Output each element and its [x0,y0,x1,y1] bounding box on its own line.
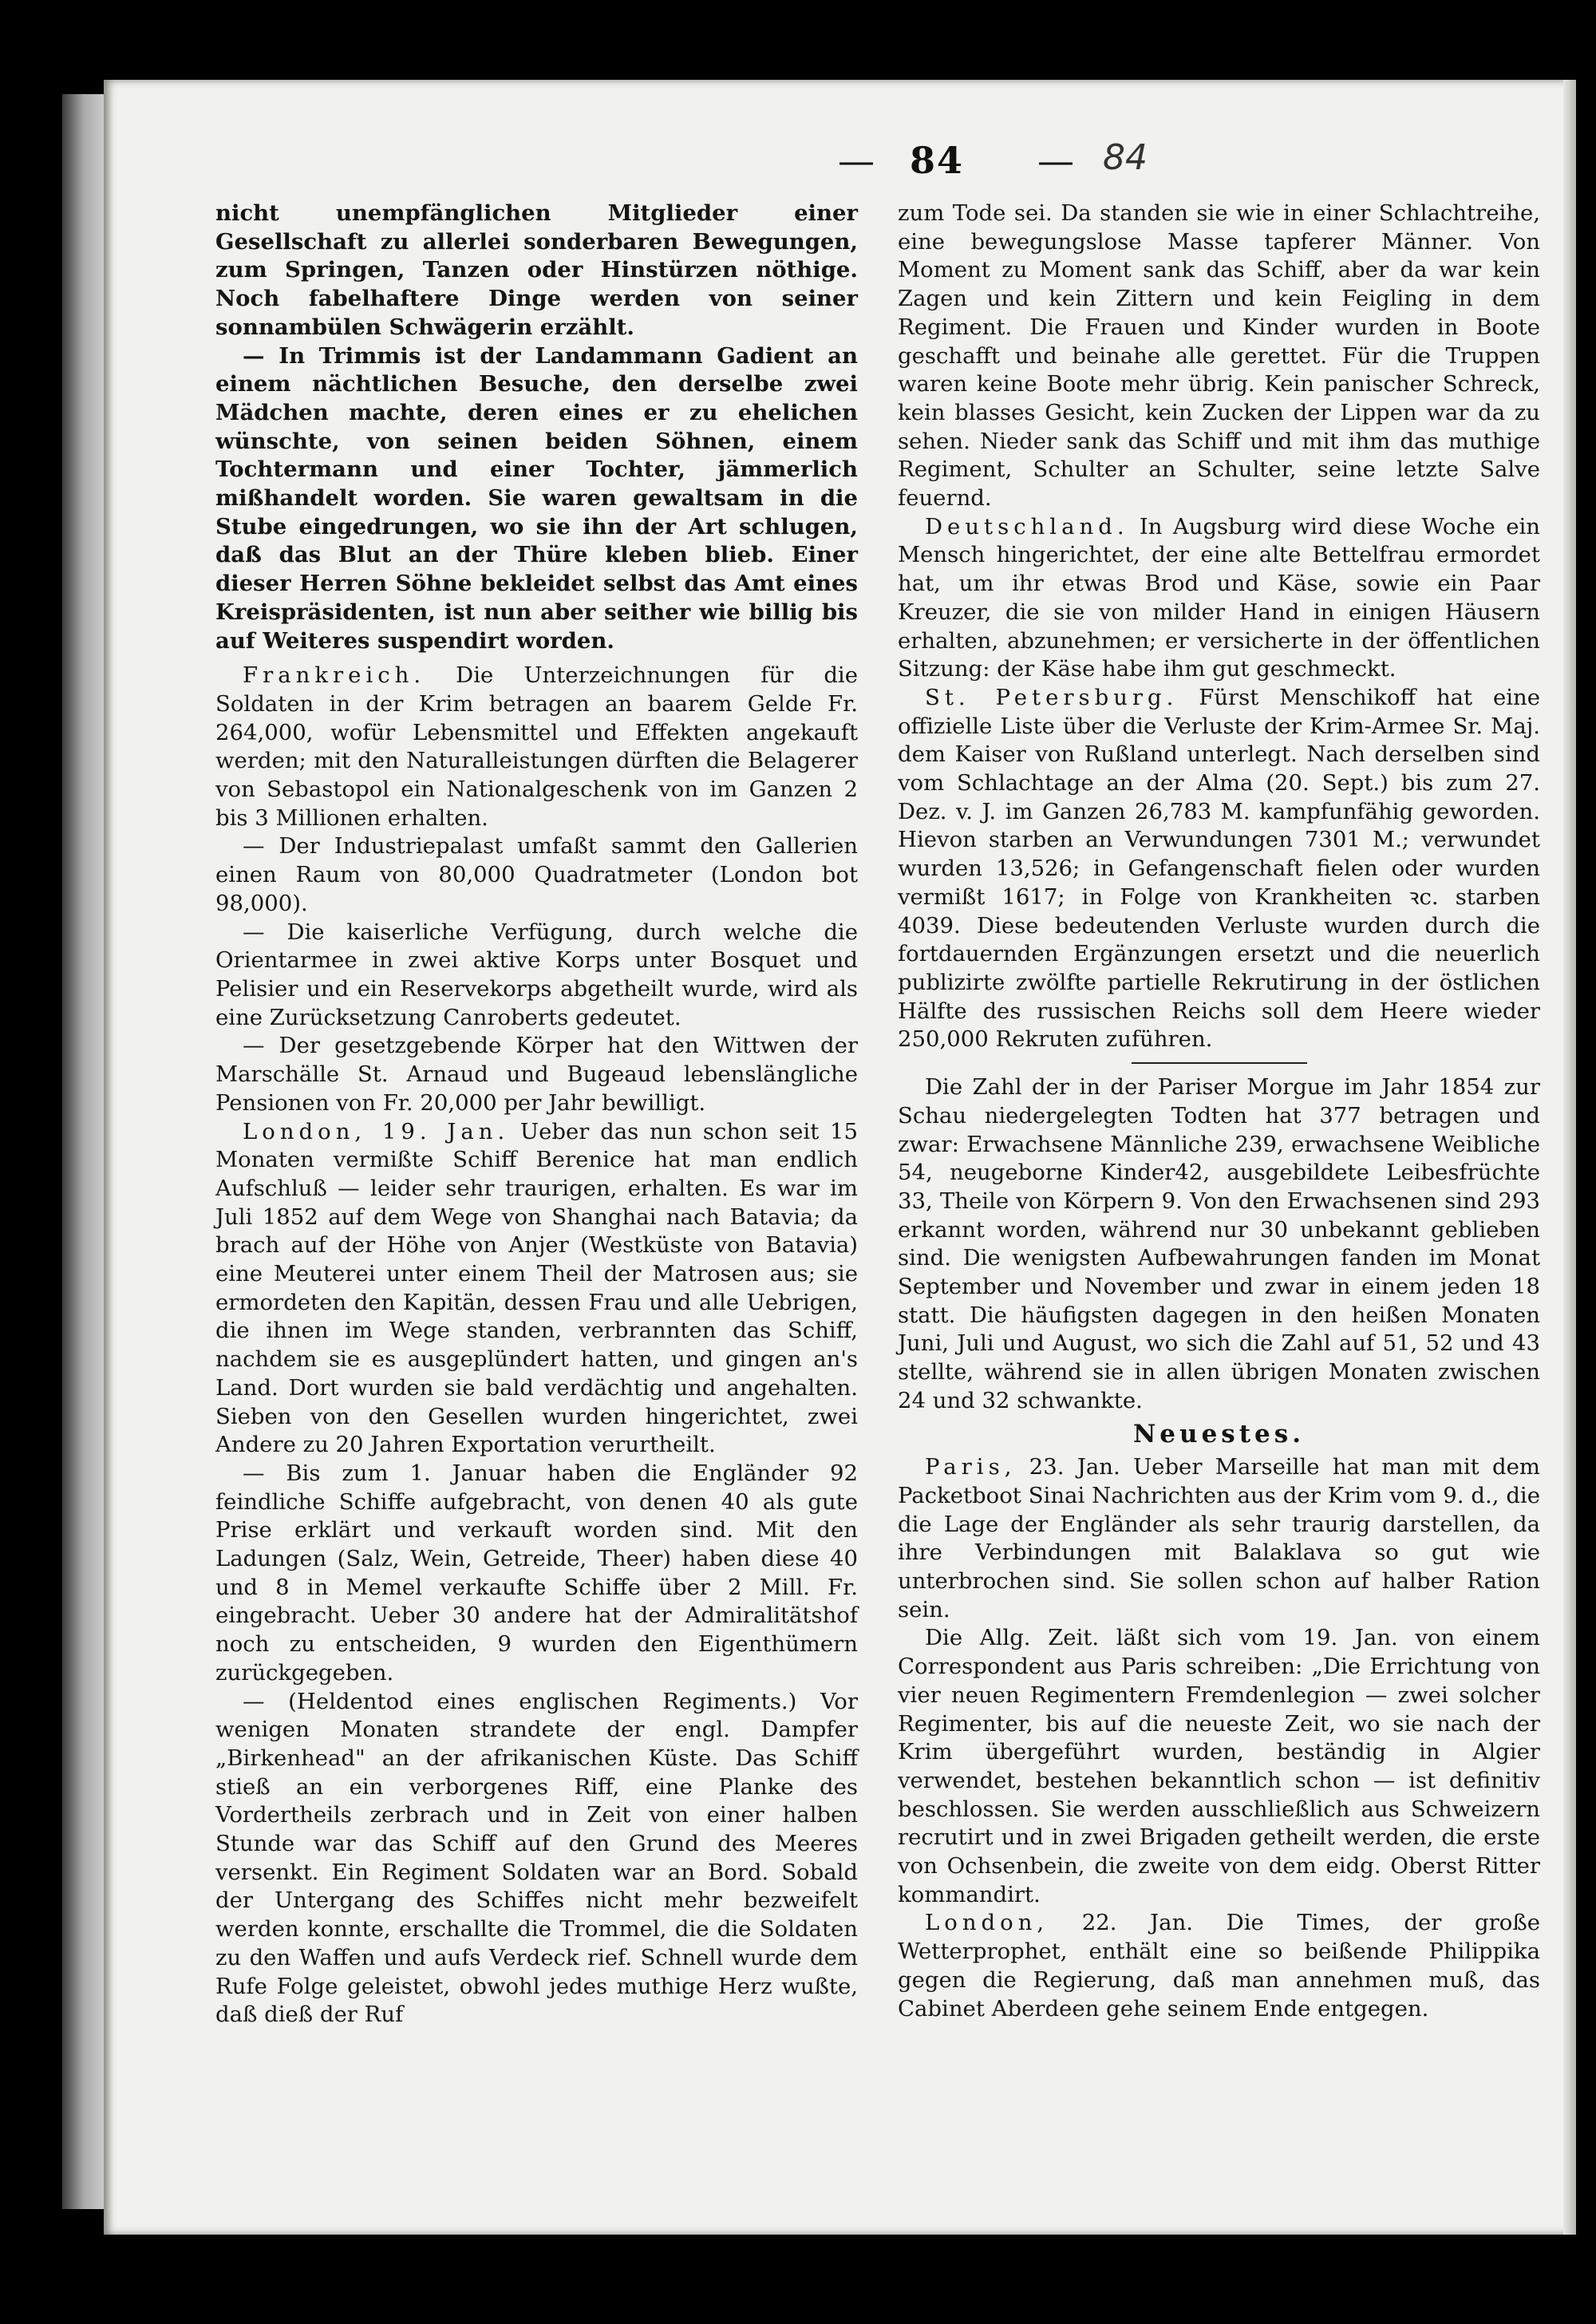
place-heading: Deutschland. [925,513,1129,540]
paragraph: — Die kaiserliche Verfügung, durch welche die Orientarmee in zwei aktive Korps unter Bosquet und Pelisier und ein Reservekorps abgetheilt wurde, wird als eine Zurücksetzung Canroberts gedeutet. [215,919,858,1030]
paragraph: Die Zahl der in der Pariser Morgue im Jahr 1854 zur Schau niedergelegten Todten hat 377 betragen und zwar: Erwachsene Männliche 239, erwachsene Weibliche 54, neugeborne Kinder42, ausgebildete Leibesfrüchte 33, Theile von Körpern 9. Von den Erwachsenen sind 293 erkannt worden, während nur 30 unbekannt geblieben sind. Die wenigsten Aufbewahrungen fanden im Monat September und November und zwar in einem jeden 18 statt. Die häufigsten dagegen in den heißen Monaten Juni, Juli und August, wo sich die Zahl auf 51, 52 und 43 stellte, während sie in allen übrigen Monaten zwischen 24 und 32 schwankte. [898,1074,1540,1413]
newspaper-page [104,80,1576,2235]
paragraph: — Der gesetzgebende Körper hat den Wittwen der Marschälle St. Arnaud und Bugeaud lebenslängliche Pensionen von Fr. 20,000 per Jahr bewilligt. [215,1033,858,1116]
left-column [215,200,858,2030]
paragraph-text: In Augsburg wird diese Woche ein Mensch hingerichtet, der eine alte Bettelfrau ermordet hat, um ihr etwas Brod und Käse, sowie ein Paar Kreuzer, die sie von milder Hand in einigen Häusern erhalten, abzunehmen; er versicherte in der öffentlichen Sitzung: der Käse habe ihm gut geschmeckt. [898,513,1540,682]
paragraph-text: Ueber das nun schon seit 15 Monaten vermißte Schiff Berenice hat man endlich Aufschluß — leider sehr traurigen, erhalten. Es war im Juli 1852 auf dem Wege von Shanghai nach Batavia; da brach auf der Höhe von Anjer (Westküste von Batavia) eine Meuterei unter einem Theil der Matrosen aus; sie ermordeten den Kapitän, dessen Frau und alle Uebrigen, die ihnen im Wege standen, verbrannten das Schiff, nachdem sie es ausgeplündert hatten, und gingen an's Land. Dort wurden sie bald verdächtig und angehalten. Sieben von den Gesellen wurden hingerichtet, zwei Andere zu 20 Jahren Exportation verurtheilt. [215,1118,858,1458]
paragraph [898,513,1540,684]
paragraph: zum Tode sei. Da standen sie wie in einer Schlachtreihe, eine bewegungslose Masse tapferer Männer. Von Moment zu Moment sank das Schiff, aber da war kein Zagen und kein Zittern und kein Feigling in dem Regiment. Die Frauen und Kinder wurden in Boote geschafft und beinahe alle gerettet. Für die Truppen waren keine Boote mehr übrig. Kein panischer Schreck, kein blasses Gesicht, kein Zucken der Lippen war da zu sehen. Nieder sank das Schiff und mit ihm das muthige Regiment, Schulter an Schulter, seine letzte Salve feuernd. [898,200,1540,512]
handwritten-page-number: 84 [1103,137,1148,178]
paragraph-text: Fürst Menschikoff hat eine offizielle Liste über die Verluste der Krim-Armee Sr. Maj. dem Kaiser von Rußland unterlegt. Nach derselben sind vom Schlachtage an der Alma (20. Sept.) bis zum 27. Dez. v. J. im Ganzen 26,783 M. kampfunfähig geworden. Hievon starben an Verwundungen 7301 M.; verwundet wurden 13,526; in Gefangenschaft fielen oder wurden vermißt 1617; in Folge von Krankheiten ꝛc. starben 4039. Diese bedeutenden Verluste wurden durch die fortdauernden Ergänzungen ersetzt und die neuerlich publizirte zwölfte partielle Rekrutirung in der östlichen Hälfte des russischen Reichs soll dem Heere wieder 250,000 Rekruten zuführen. [898,684,1540,1053]
paragraph-text: Die Unterzeichnungen für die Soldaten in der Krim betragen an baarem Gelde Fr. 264,000, wofür Lebensmittel und Effekten angekauft werden; mit den Naturalleistungen dürften die Belagerer von Sebastopol ein Nationalgeschenk von im Ganzen 2 bis 3 Millionen erhalten. [215,662,858,831]
paragraph [215,1118,858,1460]
header-dash-left: — [838,139,875,182]
book-binding [62,94,110,2209]
paragraph: — (Heldentod eines englischen Regiments.) Vor wenigen Monaten strandete der engl. Dampfer „Birkenhead" an der afrikanischen Küste. Das Schiff stieß an ein verborgenes Riff, eine Planke des Vordertheils zerbrach und in Zeit von einer halben Stunde war das Schiff auf den Grund des Meeres versenkt. Ein Regiment Soldaten war an Bord. Sobald der Untergang des Schiffes nicht mehr bezweifelt werden konnte, erschallte die Trommel, die die Soldaten zu den Waffen und aufs Verdeck rief. Schnell wurde dem Rufe Folge geleistet, obwohl jedes muthige Herz wußte, daß dieß der Ruf [215,1688,858,2028]
place-heading: Frankreich. [243,662,426,689]
paragraph: — In Trimmis ist der Landammann Gadient an einem nächtlichen Besuche, den derselbe zwei Mädchen machte, deren eines er zu ehelichen wünschte, von seinen beiden Söhnen, einem Tochtermann und einer Tochter, jämmerlich mißhandelt worden. Sie waren gewaltsam in die Stube eingedrungen, wo sie ihn der Art schlugen, daß das Blut an der Thüre kleben blieb. Einer dieser Herren Söhne bekleidet selbst das Amt eines Kreispräsidenten, ist nun aber seither wie billig bis auf Weiteres suspendirt worden. [215,342,858,654]
paragraph [898,684,1540,1054]
paragraph: nicht unempfänglichen Mitglieder einer Gesellschaft zu allerlei sonderbaren Bewegungen, zum Springen, Tanzen oder Hinstürzen nöthige. Noch fabelhaftere Dinge werden von seiner sonnambülen Schwägerin erzählt. [215,200,858,340]
page-number: 84 [910,139,965,182]
paragraph: Die Allg. Zeit. läßt sich vom 19. Jan. von einem Correspondent aus Paris schreiben: „Die Errichtung von vier neuen Regimentern Fremdenlegion — zwei solcher Regimenter, bis auf die neueste Zeit, wo sie nach der Krim übergeführt wurden, beständig in Algier verwendet, bestehen bekanntlich schon — ist definitiv beschlossen. Sie werden ausschließlich aus Schweizern recrutirt und in zwei Brigaden getheilt werden, die erste von Ochsenbein, die zweite von dem eidg. Oberst Ritter kommandirt. [898,1625,1540,1907]
place-heading: St. Petersburg. [925,684,1179,710]
page-header [790,136,1285,192]
place-heading: London, [925,1910,1049,1936]
header-dash-right: — [1037,139,1074,182]
paragraph [898,1909,1540,2023]
paragraph [215,662,858,832]
section-divider [1132,1062,1307,1064]
right-column [898,200,1540,2023]
page-edge [1563,80,1576,2235]
paragraph [898,1453,1540,1624]
place-heading: Paris, [925,1454,1017,1480]
paragraph: — Der Industriepalast umfaßt sammt den Gallerien einen Raum von 80,000 Quadratmeter (London bot 98,000). [215,833,858,916]
paragraph-text: 23. Jan. Ueber Marseille hat man mit dem Packetboot Sinai Nachrichten aus der Krim vom 9. d., die die Lage der Engländer als sehr traurig darstellen, da ihre Verbindungen mit Balaklava so gut wie unterbrochen sind. Sie sollen schon auf halber Ration sein. [898,1454,1540,1622]
section-heading: Neuestes. [1132,1419,1306,1449]
paragraph: — Bis zum 1. Januar haben die Engländer 92 feindliche Schiffe aufgebracht, von denen 40 als gute Prise erklärt und verkauft worden sind. Mit den Ladungen (Salz, Wein, Getreide, Theer) haben diese 40 und 8 in Memel verkaufte Schiffe über 2 Mill. Fr. eingebracht. Ueber 30 andere hat der Admiralitätshof noch zu entscheiden, 9 wurden den Eigenthümern zurückgegeben. [215,1460,858,1686]
place-heading: London, 19. Jan. [243,1118,510,1144]
paragraph-text: 22. Jan. Die Times, der große Wetterprophet, enthält eine so beißende Philippika gegen die Regierung, daß man annehmen muß, das Cabinet Aberdeen gehe seinem Ende entgegen. [898,1910,1540,2022]
